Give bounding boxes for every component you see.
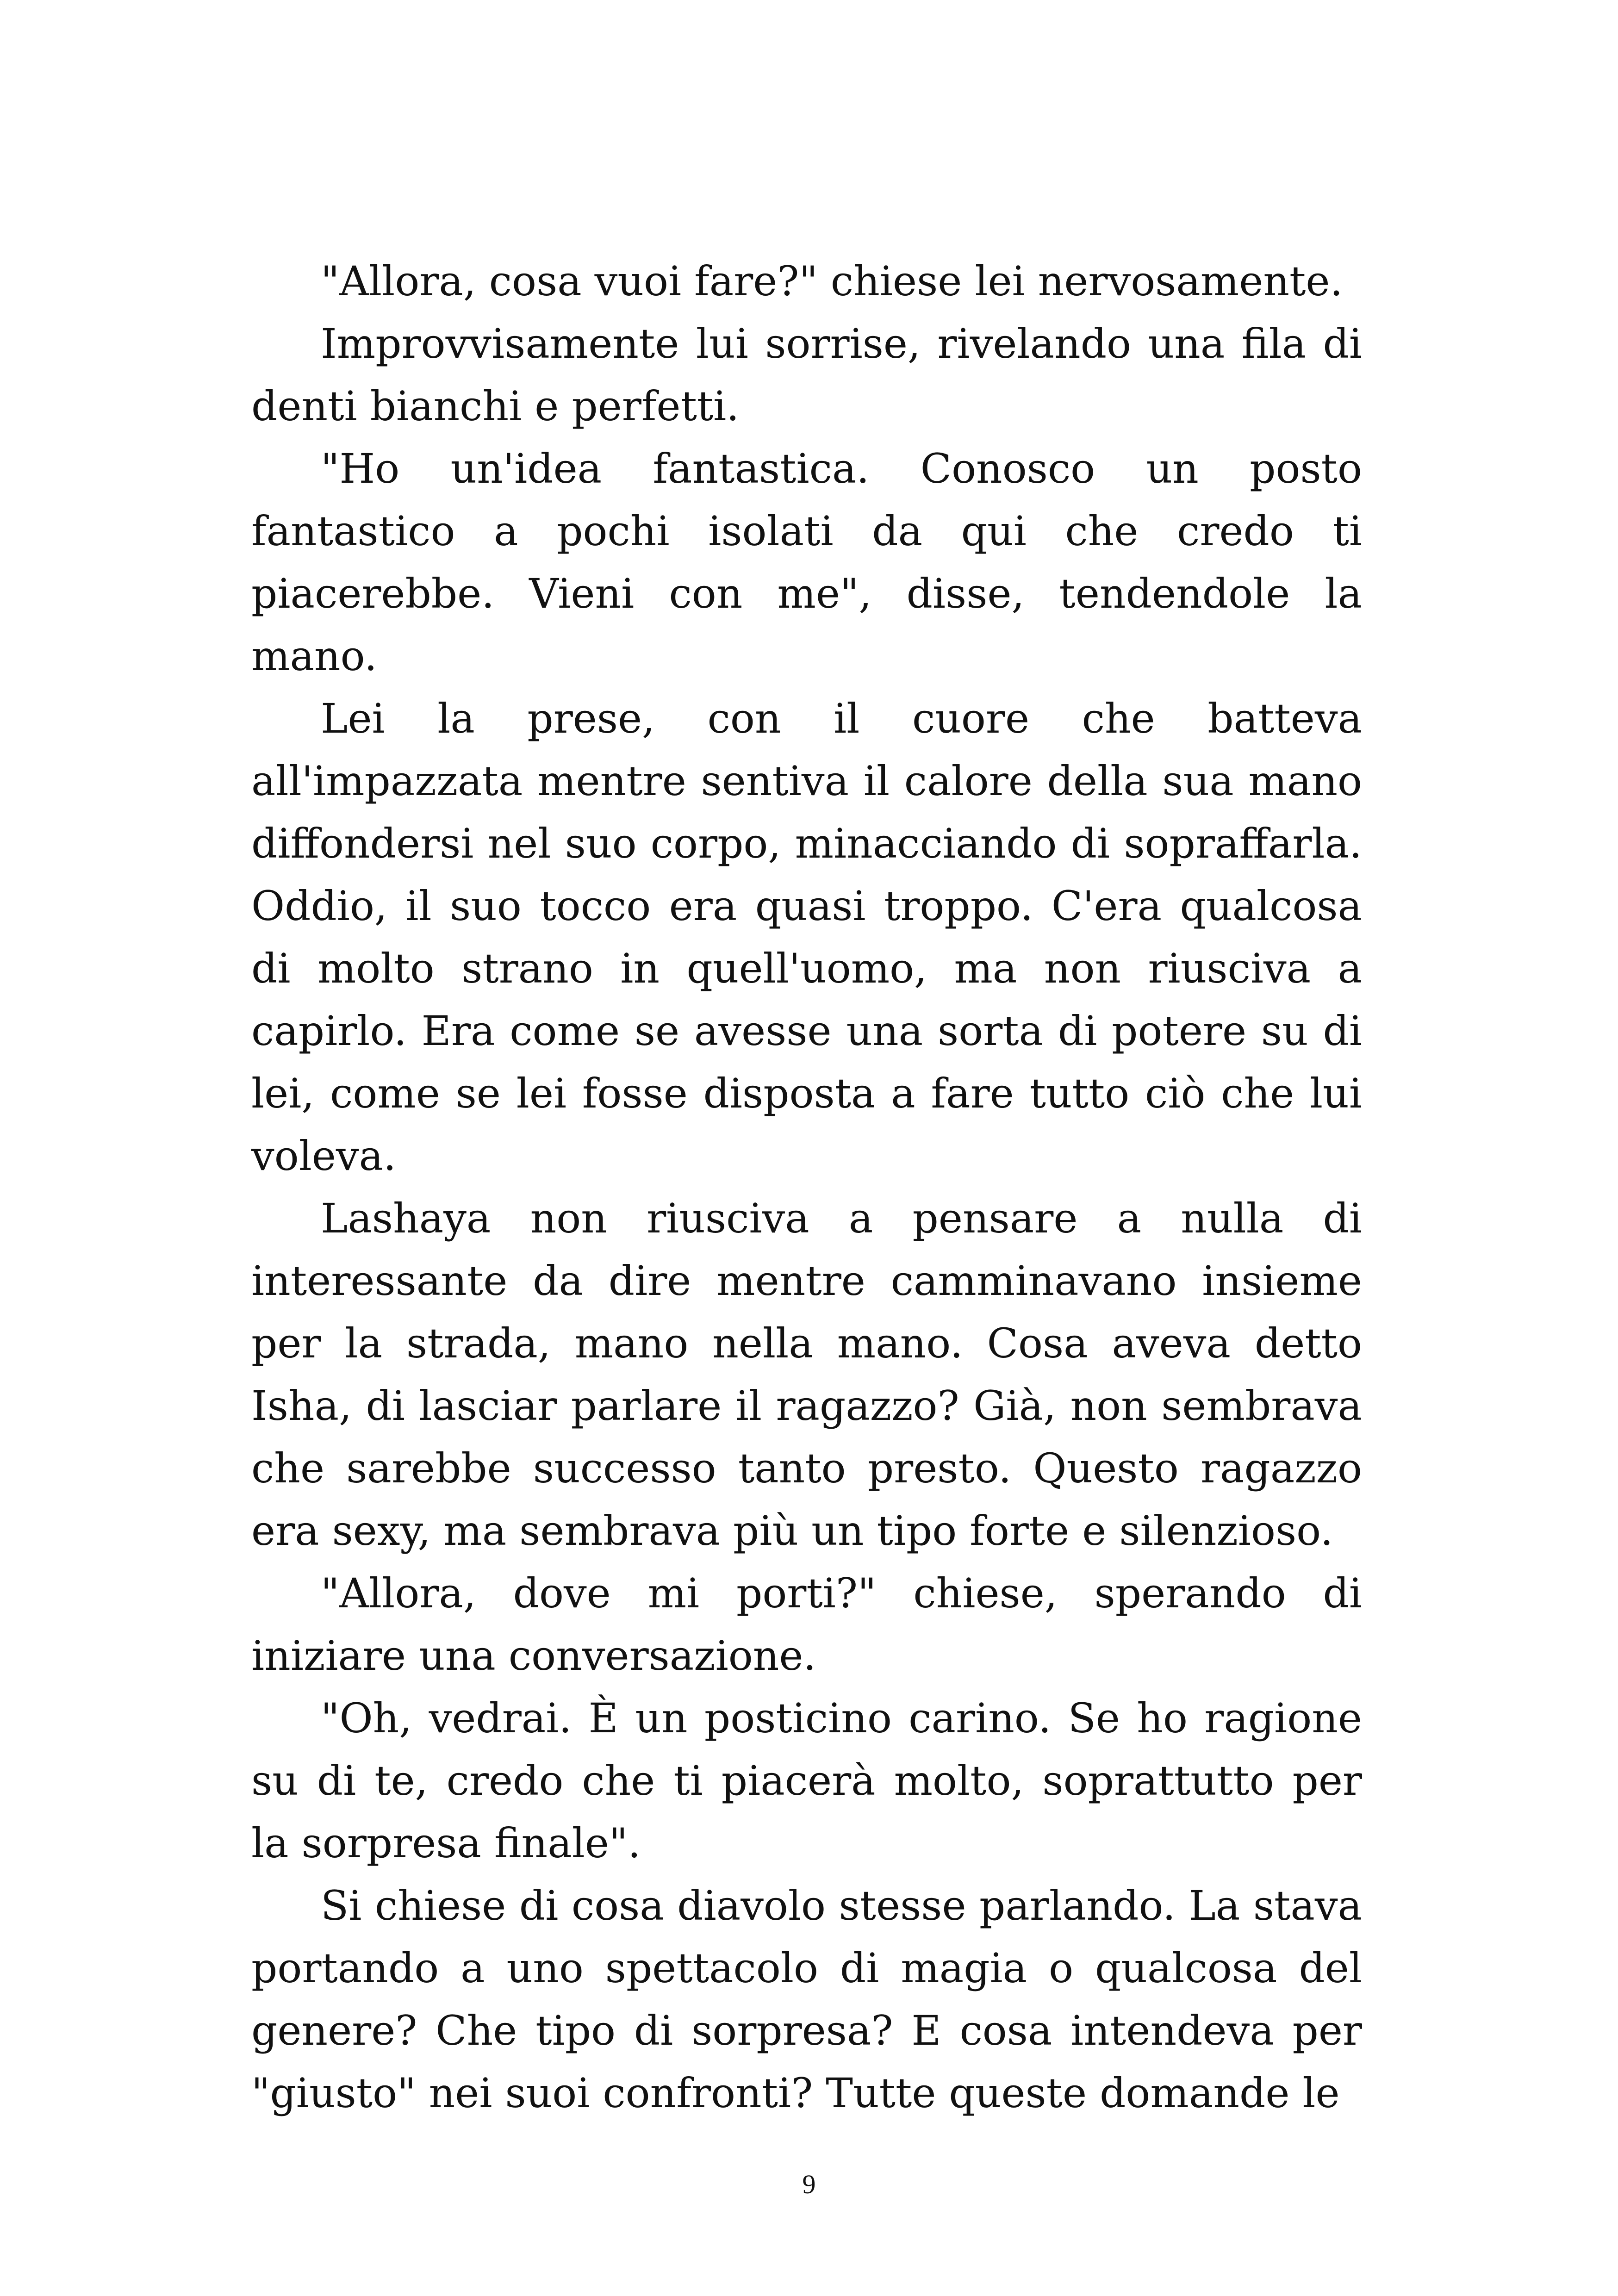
paragraph-5: Lashaya non riusciva a pensare a nulla di interessante da dire mentre camminavano insieme per la strada, mano nella mano. Cosa aveva detto Isha, di lasciar parlare il ragazzo? Già, non sembrava che sarebbe successo tanto presto. Questo ragazzo era sexy, ma sembrava più un tipo forte e silenzioso. <box>251 1195 1362 1555</box>
paragraph-2: Improvvisamente lui sorrise, rivelando una fila di denti bianchi e perfetti. <box>251 320 1362 430</box>
paragraph-4: Lei la prese, con il cuore che batteva all'impazzata mentre sentiva il calore della sua mano diffondersi nel suo corpo, minacciando di sopraffarla. Oddio, il suo tocco era quasi troppo. C'era qualcosa di molto strano in quell'uomo, ma non riusciva a capirlo. Era come se avesse una sorta di potere su di lei, come se lei fosse disposta a fare tutto ciò che lui voleva. <box>251 695 1362 1180</box>
paragraph-6: "Allora, dove mi porti?" chiese, sperando di iniziare una conversazione. <box>251 1569 1362 1680</box>
paragraph-8: Si chiese di cosa diavolo stesse parlando. La stava portando a uno spettacolo di magia o qualcosa del genere? Che tipo di sorpresa? E cosa intendeva per "giusto" nei suoi confronti? Tutte queste domande le <box>251 1882 1362 2117</box>
page-number: 9 <box>802 2169 816 2199</box>
paragraph-3: "Ho un'idea fantastica. Conosco un posto fantastico a pochi isolati da qui che credo ti piacerebbe. Vieni con me", disse, tendendole la mano. <box>251 445 1362 680</box>
paragraph-7: "Oh, vedrai. È un posticino carino. Se ho ragione su di te, credo che ti piacerà molto, soprattutto per la sorpresa finale". <box>251 1694 1362 1867</box>
body-text <box>251 250 1362 2124</box>
paragraph-1: "Allora, cosa vuoi fare?" chiese lei nervosamente. <box>321 257 1343 305</box>
